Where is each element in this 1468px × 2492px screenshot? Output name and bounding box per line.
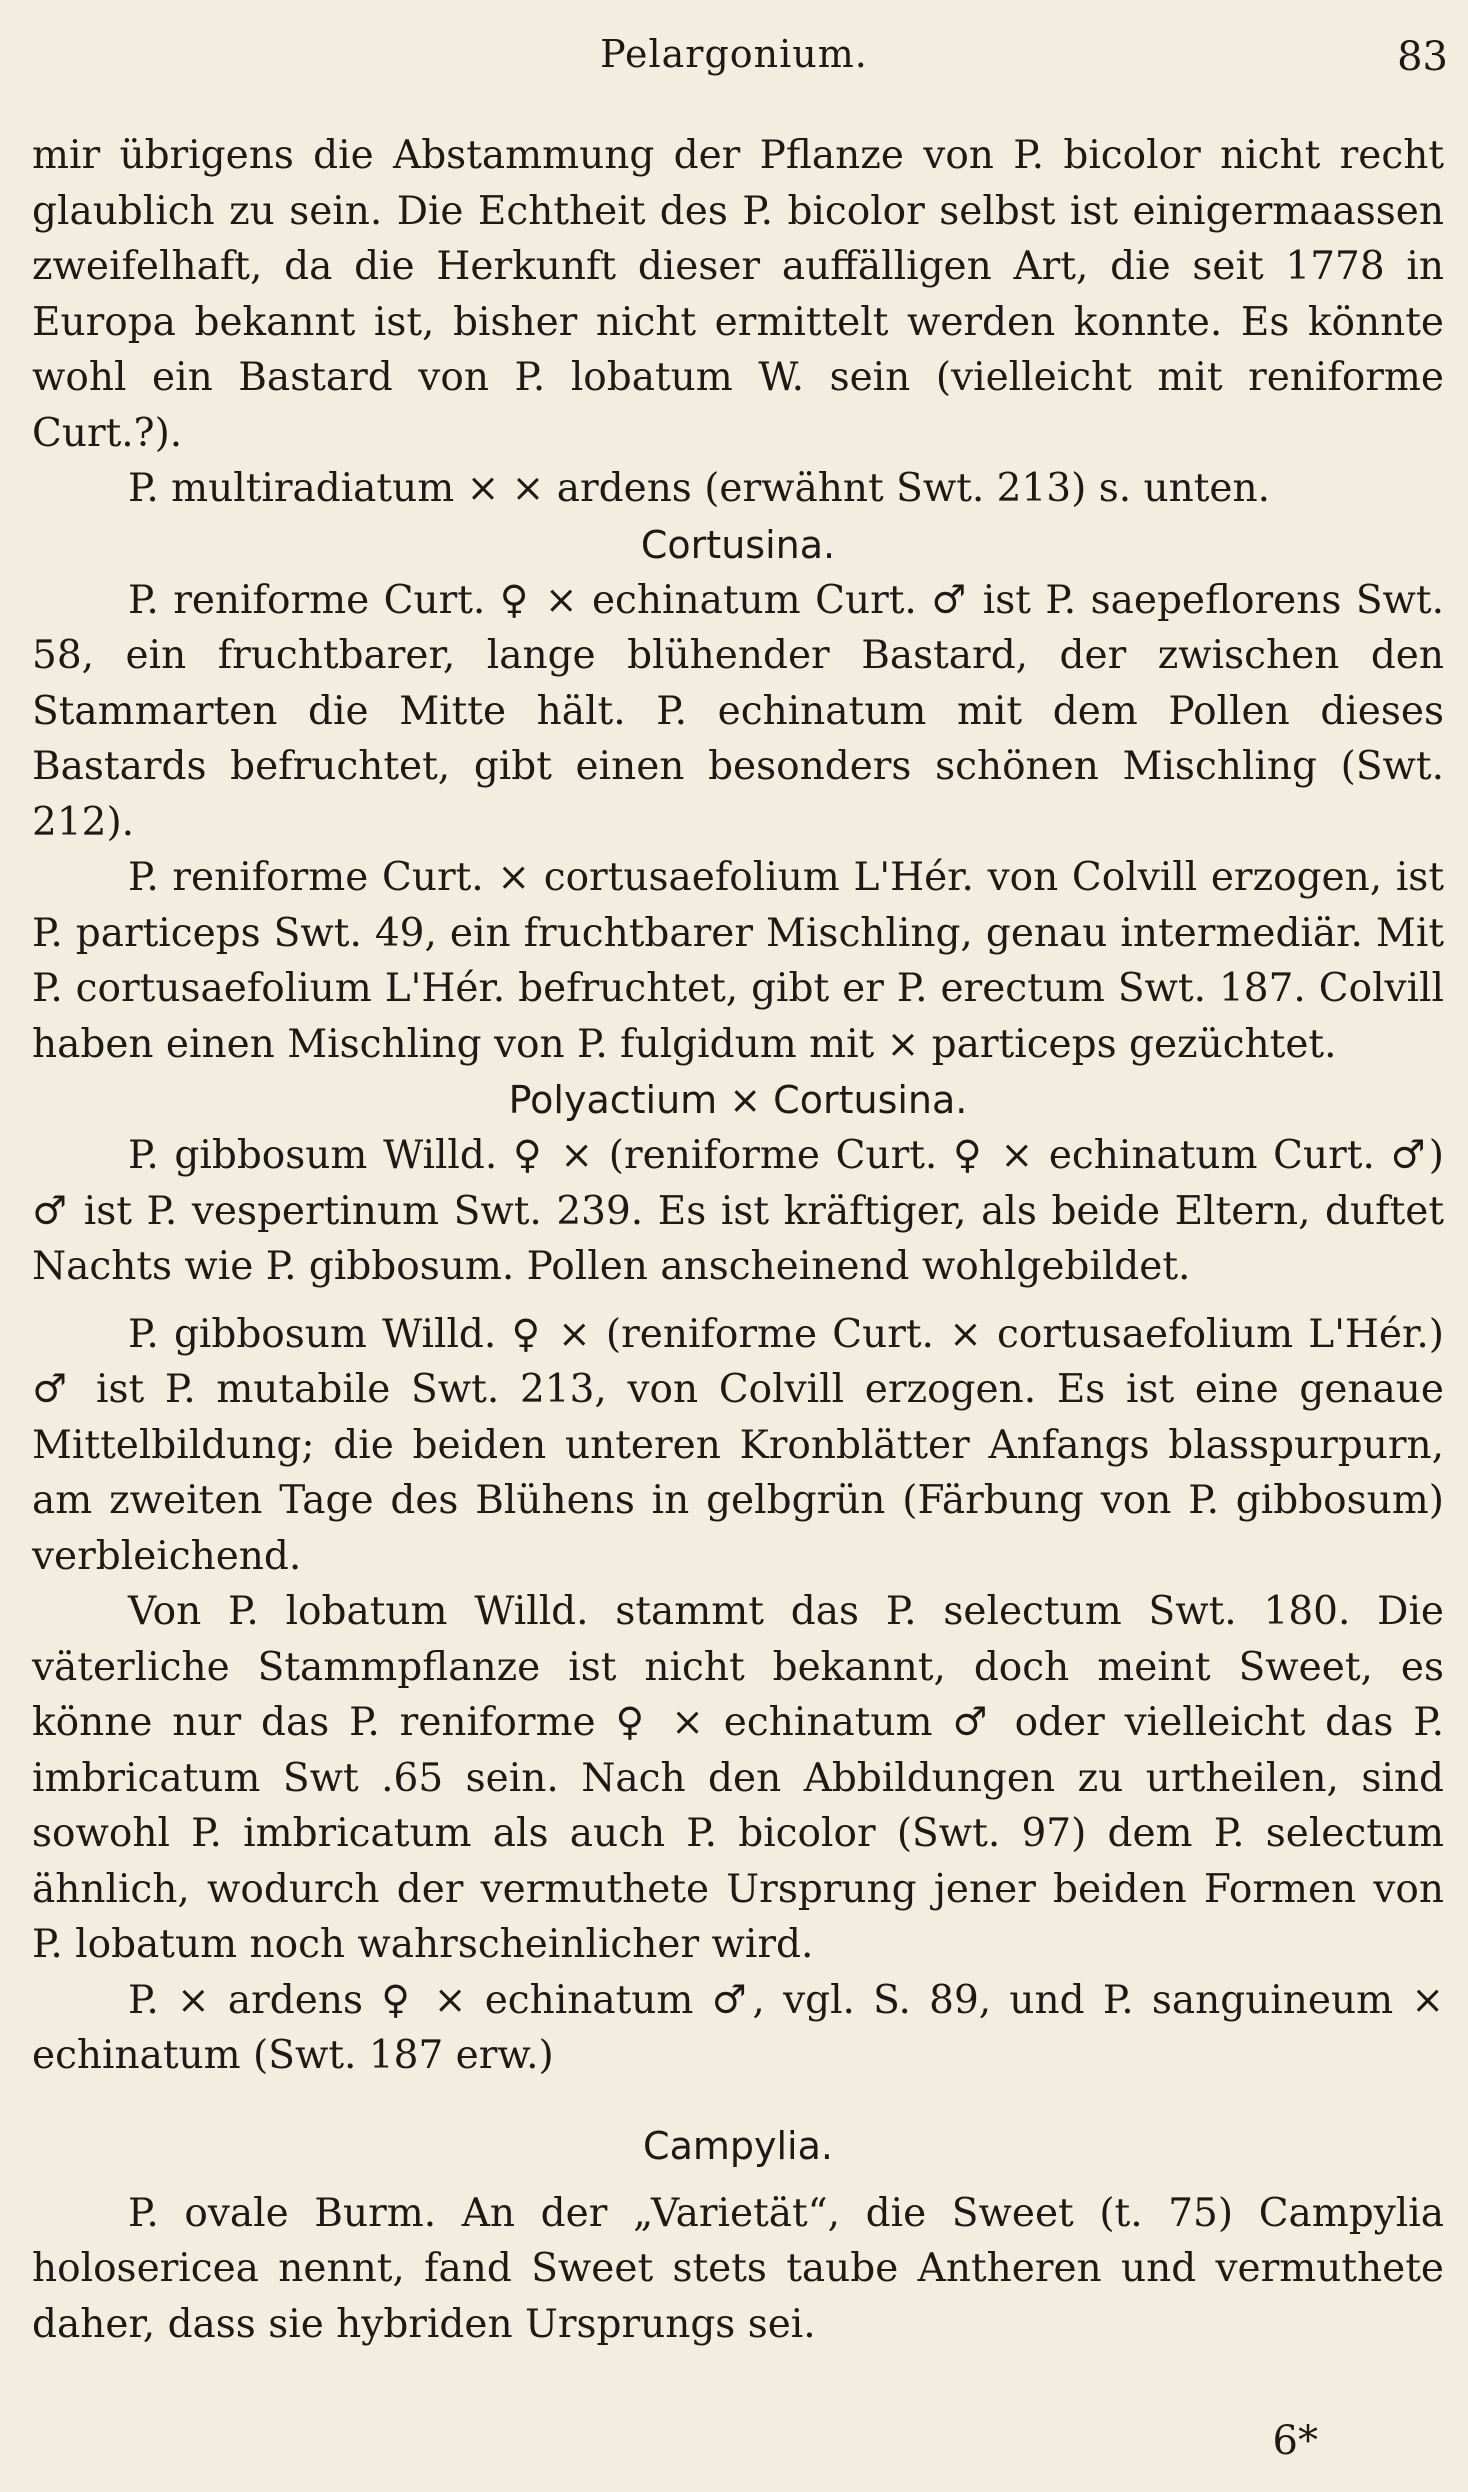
page-number: 83 bbox=[1397, 34, 1448, 80]
paragraph-multiradiatum: P. multiradiatum × ⨯ ardens (erwähnt Swt. 213) s. unten. bbox=[128, 466, 1271, 511]
paragraph-saepeflorens: P. reniforme Curt. ♀ × echinatum Curt. ♂ ist P. saepeflorens Swt. 58, ein fruchtbarer, lange blühender Bastard, der zwischen den Stammarten die Mitte hält. P. echinatum mit dem Pollen dieses Bastards befruchtet, gibt einen besonders schönen Mischling (Swt. 212). bbox=[32, 577, 1444, 845]
section-heading-cortusina: Cortusina. bbox=[640, 522, 836, 567]
paragraph-ardens: P. ⨯ ardens ♀ × echinatum ♂, vgl. S. 89, und P. sanguineum × echinatum (Swt. 187 erw.) bbox=[32, 1977, 1444, 2078]
section-heading-campylia: Campylia. bbox=[643, 2123, 833, 2168]
paragraph-bicolor: mir übrigens die Abstammung der Pflanze von P. bicolor nicht recht glaublich zu sein. Die Echtheit des P. bicolor selbst ist einigermaassen zweifelhaft, da die Herkunft dieser auffälligen Art, die seit 1778 in Europa bekannt ist, bisher nicht ermittelt werden konnte. Es könnte wohl ein Bastard von P. lobatum W. sein (vielleicht mit reniforme Curt.?). bbox=[32, 133, 1444, 456]
signature-mark: 6* bbox=[1272, 2418, 1318, 2464]
paragraph-vespertinum: P. gibbosum Willd. ♀ × (reniforme Curt. ♀ × echinatum Curt. ♂) ♂ ist P. vespertinum Swt. 239. Es ist kräftiger, als beide Eltern, duftet Nachts wie P. gibbosum. Pollen anscheinend wohlgebildet. bbox=[32, 1133, 1444, 1289]
running-title: Pelargonium. bbox=[600, 32, 868, 76]
paragraph-particeps: P. reniforme Curt. × cortusaefolium L'Hér. von Colvill erzogen, ist P. particeps Swt. 49, ein fruchtbarer Mischling, genau intermediär. Mit P. cortusaefolium L'Hér. befruchtet, gibt er P. erectum Swt. 187. Colvill haben einen Mischling von P. fulgidum mit ⨯ particeps gezüchtet. bbox=[32, 855, 1444, 1067]
paragraph-selectum: Von P. lobatum Willd. stammt das P. selectum Swt. 180. Die väterliche Stammpflanze ist nicht bekannt, doch meint Sweet, es könne nur das P. reniforme ♀ × echinatum ♂ oder vielleicht das P. imbricatum Swt .65 sein. Nach den Abbildungen zu urtheilen, sind sowohl P. imbricatum als auch P. bicolor (Swt. 97) dem P. selectum ähnlich, wodurch der vermuthete Ursprung jener beiden Formen von P. lobatum noch wahrscheinlicher wird. bbox=[32, 1589, 1444, 1967]
paragraph-ovale: P. ovale Burm. An der „Varietät“, die Sweet (t. 75) Campylia holosericea nennt, fand Sweet stets taube Antheren und vermuthete daher, dass sie hybriden Ursprungs sei. bbox=[32, 2190, 1444, 2347]
section-heading-polyactium-cortusina: Polyactium × Cortusina. bbox=[508, 1078, 968, 1122]
body-text bbox=[32, 128, 1444, 2352]
paragraph-mutabile: P. gibbosum Willd. ♀ × (reniforme Curt. × cortusaefolium L'Hér.) ♂ ist P. mutabile Swt. 213, von Colvill erzogen. Es ist eine genaue Mittelbildung; die beiden unteren Kronblätter Anfangs blasspurpurn, am zweiten Tage des Blühens in gelbgrün (Färbung von P. gibbosum) verbleichend. bbox=[32, 1311, 1444, 1579]
running-head bbox=[0, 28, 1468, 88]
